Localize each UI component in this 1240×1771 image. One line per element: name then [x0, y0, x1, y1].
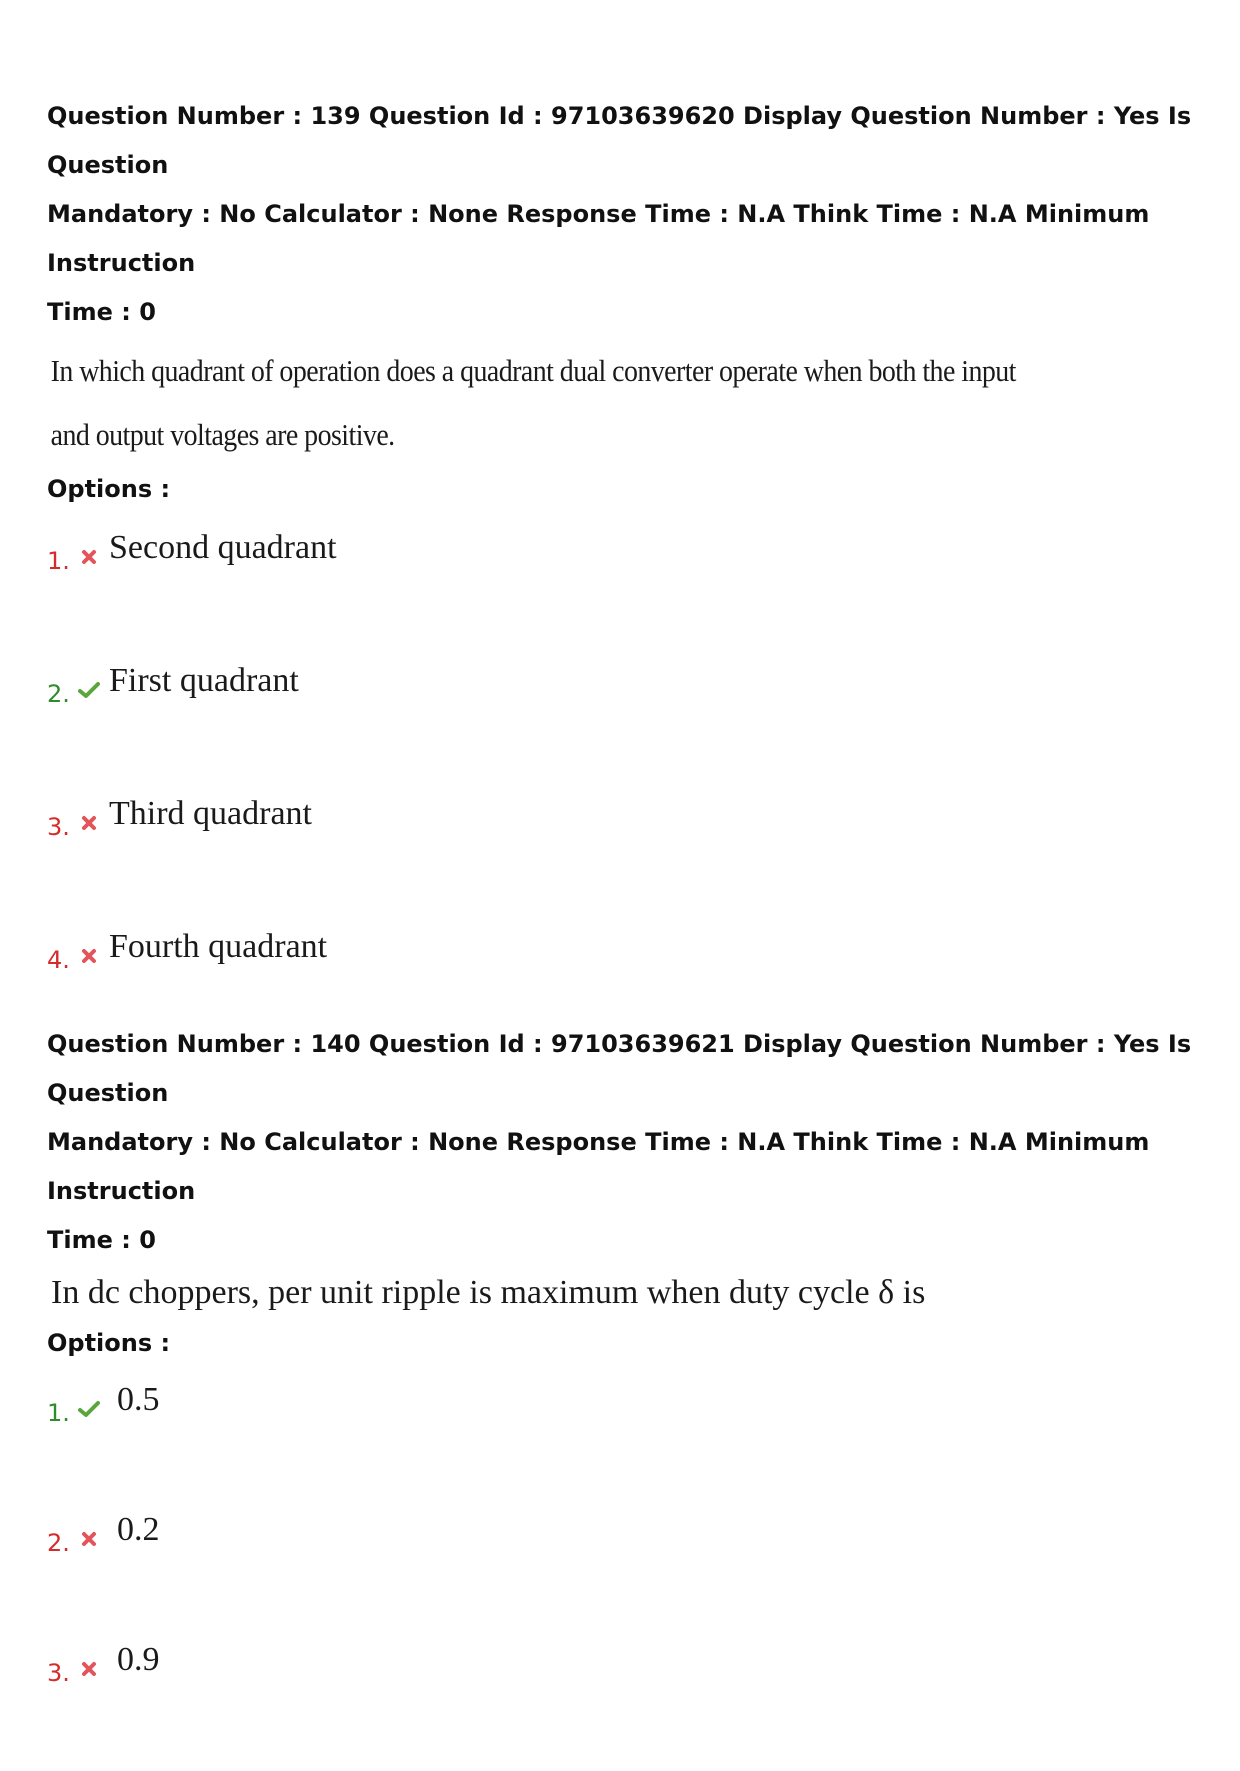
option-text: First quadrant	[109, 662, 299, 699]
option-item	[47, 529, 1207, 662]
option-number: 1.	[47, 1399, 70, 1427]
option-number: 4.	[47, 946, 70, 974]
option-number: 3.	[47, 1659, 70, 1687]
option-text: Second quadrant	[109, 529, 337, 566]
question-text: In dc choppers, per unit ripple is maximum when duty cycle δ is	[51, 1274, 926, 1311]
question-text: and output voltages are positive.	[50, 417, 395, 452]
option-number: 1.	[47, 547, 70, 575]
cross-icon	[75, 1525, 103, 1553]
option-item	[47, 662, 1207, 795]
check-icon	[75, 1395, 103, 1423]
option-item	[47, 1511, 1207, 1641]
question-meta-line: Time : 0	[47, 1226, 156, 1254]
option-text: Third quadrant	[109, 795, 312, 832]
option-text: 0.9	[117, 1641, 160, 1678]
options-label: Options :	[47, 1329, 171, 1357]
question-block-140	[47, 1020, 1207, 1771]
question-meta-line: Question Number : 140 Question Id : 97103639621 Display Question Number : Yes Is Question	[47, 1030, 1192, 1107]
question-meta-line: Question Number : 139 Question Id : 97103639620 Display Question Number : Yes Is Question	[47, 102, 1192, 179]
option-number: 3.	[47, 813, 70, 841]
option-list	[47, 1381, 1207, 1771]
cross-icon	[75, 1655, 103, 1683]
option-number: 2.	[47, 1529, 70, 1557]
question-text: In which quadrant of operation does a quadrant dual converter operate when both the input	[50, 353, 1016, 388]
options-label: Options :	[47, 475, 171, 503]
option-item	[47, 795, 1207, 928]
option-item	[47, 1381, 1207, 1511]
option-list	[47, 529, 1207, 1061]
question-meta-line: Mandatory : No Calculator : None Response Time : N.A Think Time : N.A Minimum Instruction	[47, 1128, 1150, 1205]
option-text: Fourth quadrant	[109, 928, 328, 965]
question-meta-line: Time : 0	[47, 298, 156, 326]
option-text: 0.5	[117, 1381, 160, 1418]
cross-icon	[75, 809, 103, 837]
check-icon	[75, 676, 103, 704]
cross-icon	[75, 543, 103, 571]
question-meta-line: Mandatory : No Calculator : None Response Time : N.A Think Time : N.A Minimum Instruction	[47, 200, 1150, 277]
cross-icon	[75, 942, 103, 970]
question-block-139	[47, 92, 1207, 1061]
option-number: 2.	[47, 680, 70, 708]
option-item	[47, 1641, 1207, 1771]
option-text: 0.2	[117, 1511, 160, 1548]
